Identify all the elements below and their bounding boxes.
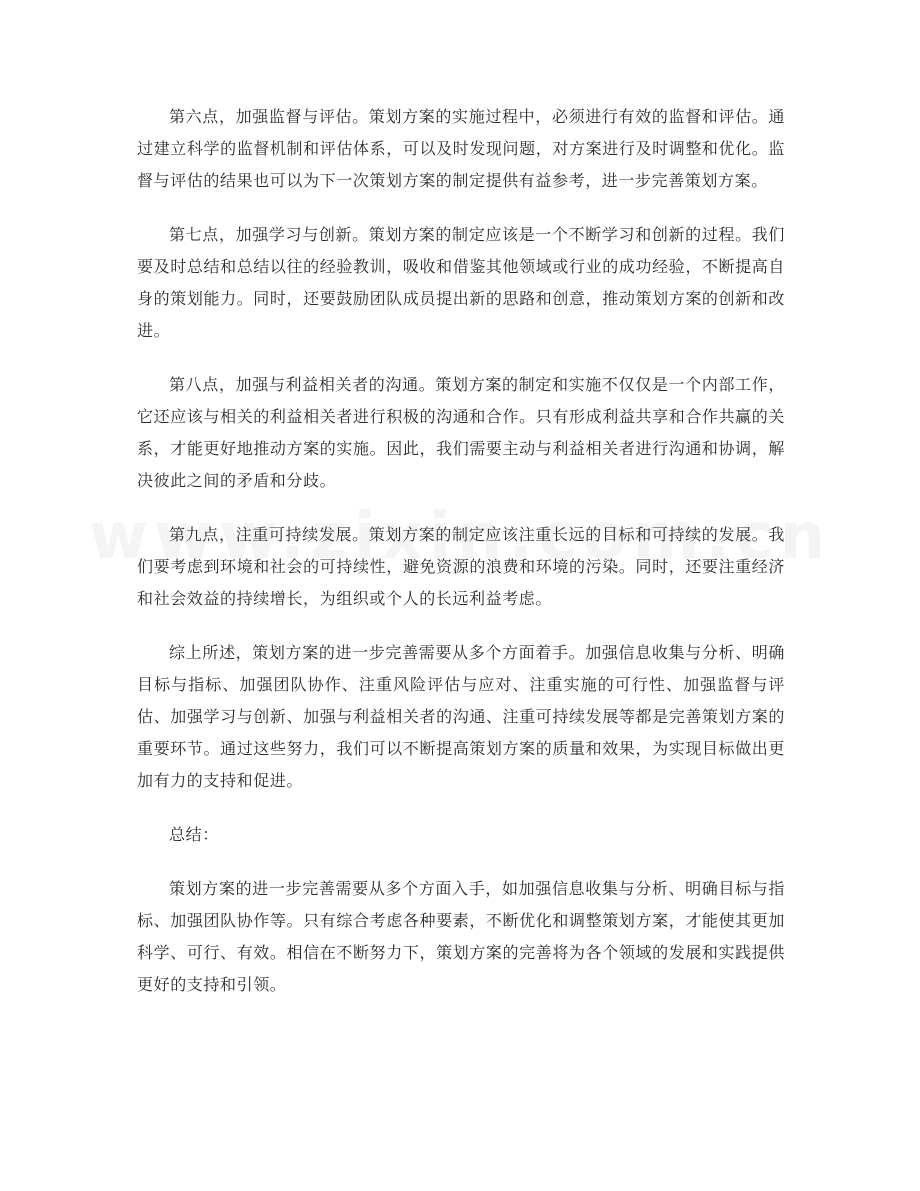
paragraph-point-eight: 第八点，加强与利益相关者的沟通。策划方案的制定和实施不仅仅是一个内部工作，它还应该与相关的利益相关者进行积极的沟通和合作。只有形成利益共享和合作共赢的关系，才能更好地推动方案的实施。因此，我们需要主动与利益相关者进行沟通和协调，解决彼此之间的矛盾和分歧。 [137,375,785,490]
paragraph-point-nine: 第九点，注重可持续发展。策划方案的制定应该注重长远的目标和可持续的发展。我们要考虑到环境和社会的可持续性，避免资源的浪费和环境的污染。同时，还要注重经济和社会效益的持续增长，为组织或个人的长远利益考虑。 [137,525,785,608]
summary-paragraph: 策划方案的进一步完善需要从多个方面入手，如加强信息收集与分析、明确目标与指标、加强团队协作等。只有综合考虑各种要素，不断优化和调整策划方案，才能使其更加科学、可行、有效。相信在不断努力下，策划方案的完善将为各个领域的发展和实践提供更好的支持和引领。 [137,879,785,994]
paragraph-point-six: 第六点，加强监督与评估。策划方案的实施过程中，必须进行有效的监督和评估。通过建立科学的监督机制和评估体系，可以及时发现问题，对方案进行及时调整和优化。监督与评估的结果也可以为下一次策划方案的制定提供有益参考，进一步完善策划方案。 [137,107,785,190]
summary-heading: 总结： [169,825,219,844]
paragraph-point-seven: 第七点，加强学习与创新。策划方案的制定应该是一个不断学习和创新的过程。我们要及时总结和总结以往的经验教训，吸收和借鉴其他领域或行业的成功经验，不断提高自身的策划能力。同时，还要鼓励团队成员提出新的思路和创意，推动策划方案的创新和改进。 [137,225,785,340]
document-body [137,101,785,1023]
paragraph-conclusion: 综上所述，策划方案的进一步完善需要从多个方面着手。加强信息收集与分析、明确目标与指标、加强团队协作、注重风险评估与应对、注重实施的可行性、加强监督与评估、加强学习与创新、加强与利益相关者的沟通、注重可持续发展等都是完善策划方案的重要环节。通过这些努力，我们可以不断提高策划方案的质量和效果，为实现目标做出更加有力的支持和促进。 [137,643,785,790]
